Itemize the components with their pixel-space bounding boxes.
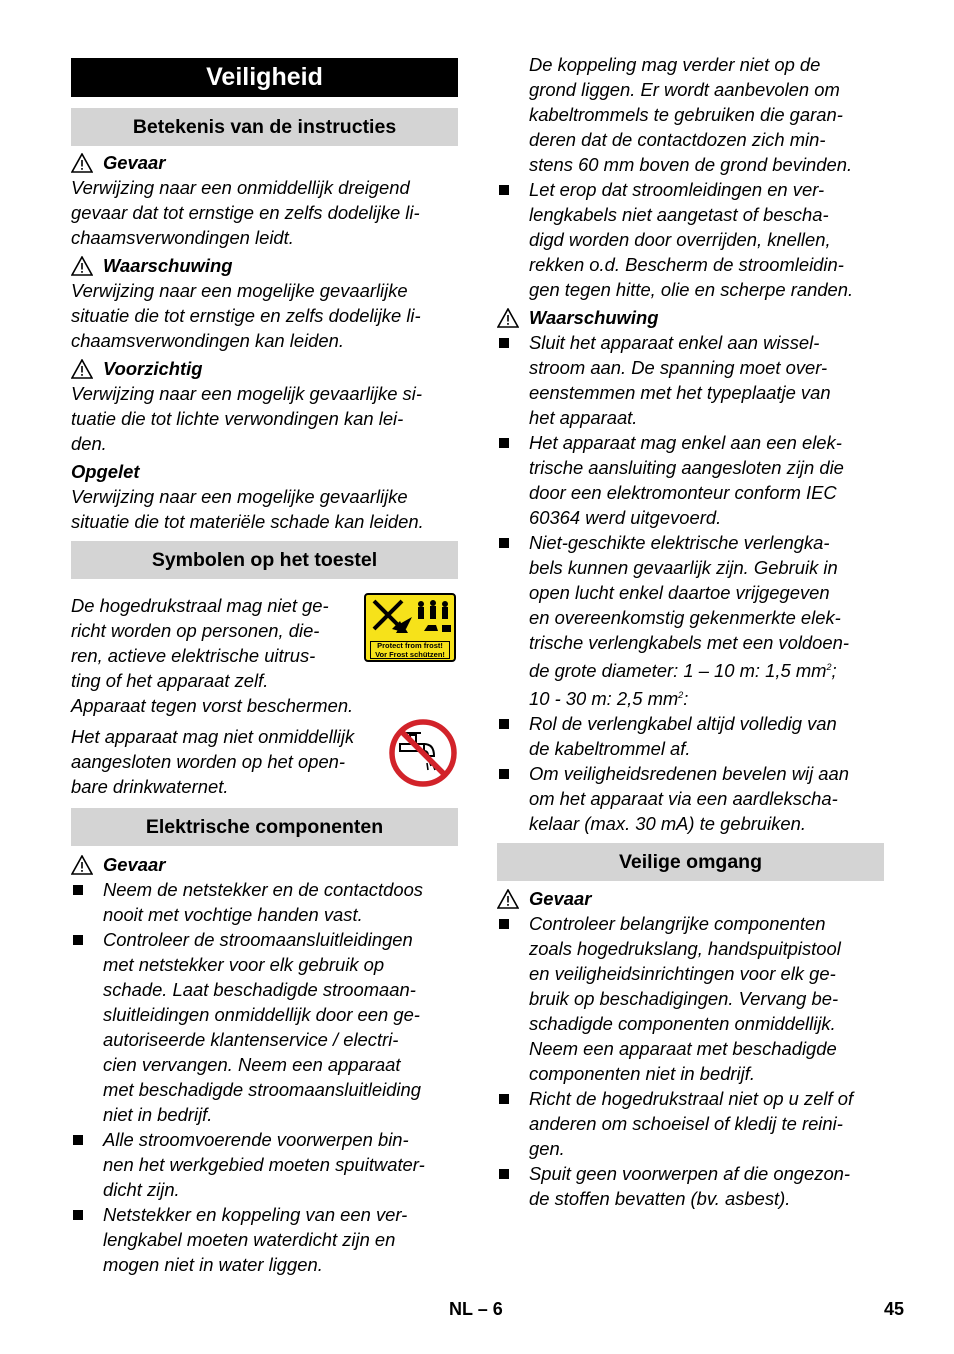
bullet-square-icon — [499, 185, 509, 195]
bullet-square-icon — [499, 338, 509, 348]
list-item-line: bruik op beschadigingen. Vervang be- — [529, 988, 839, 1010]
list-item-line: Het apparaat mag enkel aan een elek- — [529, 432, 842, 453]
symbol-text-line: ren, actieve elektrische uitrus- — [71, 645, 316, 666]
warning-triangle-icon — [71, 855, 93, 875]
section-heading-symbolen: Symbolen op het toestel — [71, 541, 458, 579]
list-item-line: Netstekker en koppeling van een ver- — [103, 1204, 408, 1225]
symbol-text-line: aangesloten worden op het open- — [71, 751, 346, 772]
list-item-line: om het apparaat via een aardlekscha- — [529, 788, 838, 810]
left-column — [71, 52, 458, 1277]
list-item — [71, 1127, 458, 1202]
list-item-line: de stoffen bevatten (bv. asbest). — [529, 1188, 791, 1210]
continued-line: De koppeling mag verder niet op de — [529, 54, 821, 75]
list-item-line: Controleer belangrijke componenten — [529, 913, 826, 935]
notice-text-line: Verwijzing naar een onmiddellijk dreigend — [71, 177, 410, 198]
symbol-text-line: Apparaat tegen vorst beschermen. — [71, 695, 354, 716]
list-item-line: Alle stroomvoerende voorwerpen bin- — [103, 1129, 409, 1150]
warning-triangle-icon — [71, 153, 93, 173]
superscript: 2 — [826, 662, 832, 672]
notice-gevaar-header — [71, 852, 458, 877]
list-item-line: met netstekker voor elk gebruik op — [103, 954, 385, 975]
footer-language: NL — [449, 1299, 473, 1319]
list-item — [497, 430, 884, 530]
list-item — [497, 177, 884, 302]
notice-label: Voorzichtig — [103, 358, 203, 379]
list-item-line: lengkabels niet aangetast of bescha- — [529, 204, 829, 225]
frost-text-de: Vor Frost schützen! — [375, 649, 445, 659]
list-item-line: schadigde componenten onmiddellijk. — [529, 1013, 836, 1035]
notice-text-line: gevaar dat tot ernstige en zelfs dodelijke li- — [71, 202, 420, 223]
list-item — [497, 530, 884, 711]
section-heading-betekenis: Betekenis van de instructies — [71, 108, 458, 146]
footer-page-label — [449, 1299, 503, 1320]
list-item-line: rekken o.d. Bescherm de stroomleidin- — [529, 254, 844, 275]
notice-voorzichtig-header — [71, 356, 458, 381]
device-warning-sticker — [364, 593, 456, 662]
list-item-line: Neem de netstekker en de contactdoos — [103, 879, 423, 900]
list-item — [71, 877, 458, 927]
list-item-line: lengkabel moeten waterdicht zijn en — [103, 1229, 396, 1250]
continued-line: stens 60 mm boven de grond bevinden. — [529, 154, 853, 175]
superscript: 2 — [678, 690, 684, 701]
notice-gevaar-header — [497, 886, 884, 911]
frost-label-box — [370, 641, 450, 659]
notice-opgelet-header — [71, 459, 458, 484]
notice-gevaar-header — [71, 150, 458, 175]
list-item — [497, 1161, 884, 1211]
bullet-square-icon — [499, 1094, 509, 1104]
warning-triangle-icon — [71, 256, 93, 276]
list-item-line: stroom aan. De spanning moet over- — [529, 357, 828, 378]
punctuation: : — [683, 688, 689, 710]
symbol-pressure-block — [71, 593, 458, 718]
list-item-line: autoriseerde klantenservice / electri- — [103, 1029, 399, 1050]
instructions-list — [71, 150, 458, 534]
list-item-line: Spuit geen voorwerpen af die ongezon- — [529, 1163, 851, 1185]
list-item-line — [529, 683, 884, 711]
list-item-line: componenten niet in bedrijf. — [529, 1063, 755, 1085]
list-item-line — [529, 655, 884, 683]
list-item-line: Controleer de stroomaansluitleidingen — [103, 929, 413, 950]
list-item-line: met beschadigde stroomaansluitleiding — [103, 1079, 421, 1100]
list-item — [497, 330, 884, 430]
notice-text-line: situatie die tot materiële schade kan leiden. — [71, 511, 424, 532]
list-item-line: nen het werkgebied moeten spuitwater- — [103, 1154, 425, 1175]
list-item-line: de kabeltrommel af. — [529, 738, 691, 760]
list-item-line: nooit met vochtige handen vast. — [103, 904, 363, 925]
symbol-text-line: richt worden op personen, die- — [71, 620, 320, 641]
bullet-list — [497, 177, 884, 302]
no-spray-pictogram — [366, 595, 454, 641]
notice-label: Gevaar — [103, 152, 166, 173]
list-item — [497, 761, 884, 836]
bullet-square-icon — [499, 769, 509, 779]
list-item-line: bels kunnen gevaarlijk zijn. Gebruik in — [529, 557, 838, 578]
notice-label: Opgelet — [71, 461, 140, 482]
list-item-line: dicht zijn. — [103, 1179, 180, 1200]
bullet-square-icon — [499, 1169, 509, 1179]
list-item-line: gen tegen hitte, olie en scherpe randen. — [529, 279, 854, 300]
footer-page-number: – 6 — [477, 1299, 503, 1319]
notice-text-line: tuatie die tot lichte verwondingen kan lei- — [71, 408, 404, 429]
notice-label: Gevaar — [529, 888, 592, 910]
notice-text-line: Verwijzing naar een mogelijke gevaarlijke — [71, 280, 408, 301]
bullet-list — [497, 911, 884, 1211]
notice-waarschuwing-header — [71, 253, 458, 278]
bullet-square-icon — [73, 1135, 83, 1145]
list-item — [497, 1086, 884, 1161]
bullet-list — [71, 877, 458, 1277]
veilige-omgang-list — [497, 886, 884, 1211]
right-column — [497, 52, 884, 1211]
notice-waarschuwing-header — [497, 305, 884, 330]
list-item-line: niet in bedrijf. — [103, 1104, 213, 1125]
notice-text-line: Verwijzing naar een mogelijk gevaarlijke si- — [71, 383, 422, 404]
notice-text-line: den. — [71, 433, 107, 454]
elektrisch-list — [71, 852, 458, 1277]
warning-triangle-icon — [497, 308, 519, 328]
list-item-line: schade. Laat beschadigde stroomaan- — [103, 979, 416, 1000]
list-item-line: trische aansluiting aangesloten zijn die — [529, 457, 844, 478]
footer-sheet-number: 45 — [884, 1299, 905, 1319]
section-heading-veilige-omgang: Veilige omgang — [497, 843, 884, 881]
continued-line: kabeltrommels te gebruiken die garan- — [529, 104, 843, 125]
section-heading-elektrisch: Elektrische componenten — [71, 808, 458, 846]
list-item — [497, 711, 884, 761]
notice-text-line: chaamsverwondingen leidt. — [71, 227, 294, 248]
notice-label: Waarschuwing — [529, 307, 659, 328]
list-item-line: Niet-geschikte elektrische verlengka- — [529, 532, 830, 553]
punctuation: ; — [831, 660, 837, 682]
list-item-line: eenstemmen met het typeplaatje van — [529, 382, 831, 403]
notice-text-line: chaamsverwondingen kan leiden. — [71, 330, 344, 351]
continued-line: grond liggen. Er wordt aanbevolen om — [529, 79, 840, 100]
frost-text-en: Protect from frost! — [377, 641, 443, 650]
list-item-line: Richt de hogedrukstraal niet op u zelf of — [529, 1088, 854, 1110]
list-item-line: open lucht enkel daartoe vrijgegeven — [529, 582, 830, 603]
symbol-text-line: bare drinkwaternet. — [71, 776, 229, 797]
list-item-line: trische verlengkabels met een voldoen- — [529, 632, 849, 653]
list-item-line: Sluit het apparaat enkel aan wissel- — [529, 332, 820, 353]
list-item-line: kelaar (max. 30 mA) te gebruiken. — [529, 813, 806, 835]
symbol-drinkwater-block — [71, 724, 458, 799]
list-item-line: 60364 werd uitgevoerd. — [529, 507, 722, 528]
continued-line: deren dat de contactdozen zich min- — [529, 129, 826, 150]
notice-label: Waarschuwing — [103, 255, 233, 276]
page-title: Veiligheid — [71, 58, 458, 97]
bullet-square-icon — [499, 538, 509, 548]
warning-triangle-icon — [497, 889, 519, 909]
list-item-line: zoals hogedrukslang, handspuitpistool — [529, 938, 841, 960]
list-item-line: het apparaat. — [529, 407, 638, 428]
warning-triangle-icon — [71, 359, 93, 379]
list-item-line: door een elektromonteur conform IEC — [529, 482, 837, 503]
list-item-line: digd worden door overrijden, knellen, — [529, 229, 831, 250]
list-item-line: anderen om schoeisel of kledij te reini- — [529, 1113, 843, 1135]
list-item-line: Neem een apparaat met beschadigde — [529, 1038, 837, 1060]
bullet-square-icon — [499, 719, 509, 729]
list-item-line: mogen niet in water liggen. — [103, 1254, 323, 1275]
list-item — [71, 927, 458, 1127]
bullet-square-icon — [499, 919, 509, 929]
diameter-text: de grote diameter: 1 – 10 m: 1,5 mm — [529, 660, 827, 682]
list-item-line: Rol de verlengkabel altijd volledig van — [529, 713, 837, 735]
notice-text-line: situatie die tot ernstige en zelfs dodelijke li- — [71, 305, 421, 326]
list-item-line: en overeenkomstig gekenmerkte elek- — [529, 607, 841, 628]
list-item-line: Let erop dat stroomleidingen en ver- — [529, 179, 825, 200]
symbol-text-line: ting of het apparaat zelf. — [71, 670, 269, 691]
list-item-line: cien vervangen. Neem een apparaat — [103, 1054, 401, 1075]
list-item-line: sluitleidingen onmiddellijk door een ge- — [103, 1004, 420, 1025]
notice-label: Gevaar — [103, 854, 166, 875]
list-item-line: en veiligheidsinrichtingen voor elk ge- — [529, 963, 836, 985]
diameter-text: 10 - 30 m: 2,5 mm — [529, 688, 679, 710]
bullet-square-icon — [499, 438, 509, 448]
list-item — [497, 911, 884, 1086]
notice-text-line: Verwijzing naar een mogelijke gevaarlijke — [71, 486, 408, 507]
bullet-square-icon — [73, 1210, 83, 1220]
bullet-list — [497, 330, 884, 836]
symbol-text-line: De hogedrukstraal mag niet ge- — [71, 595, 329, 616]
list-item-line: Om veiligheidsredenen bevelen wij aan — [529, 763, 849, 785]
no-drinking-water-connection-icon — [388, 718, 458, 788]
continued-paragraph — [497, 52, 884, 177]
bullet-square-icon — [73, 935, 83, 945]
symbol-text-line: Het apparaat mag niet onmiddellijk — [71, 726, 355, 747]
list-item-line: gen. — [529, 1138, 565, 1160]
list-item — [71, 1202, 458, 1277]
bullet-square-icon — [73, 885, 83, 895]
